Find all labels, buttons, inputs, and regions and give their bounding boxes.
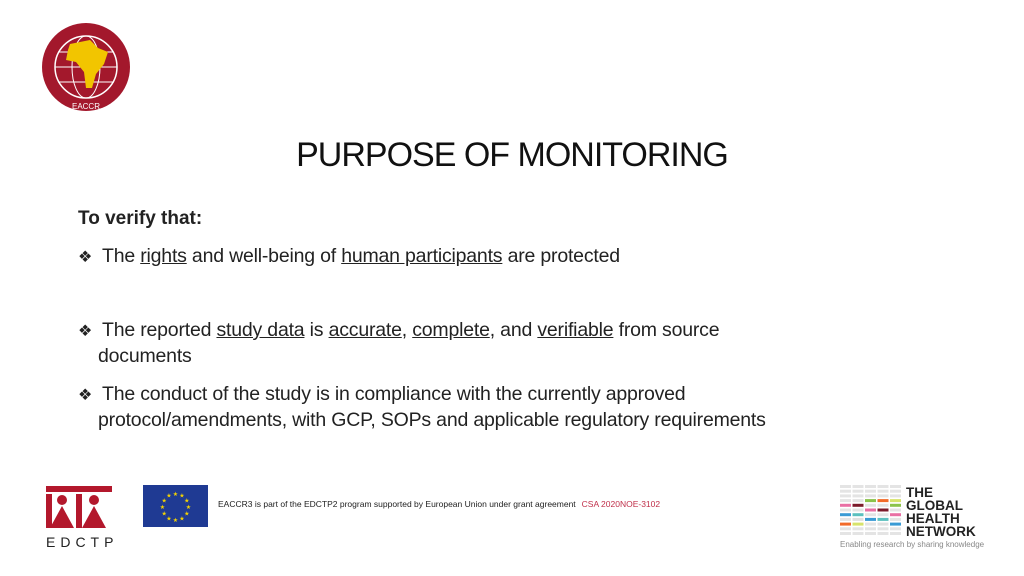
ghn-bar	[865, 494, 876, 497]
ghn-bar	[853, 499, 864, 502]
underlined-term: study data	[216, 319, 305, 341]
bullet-text: The reported	[102, 319, 217, 341]
ghn-bar	[878, 504, 889, 507]
eu-star-icon: ★	[166, 516, 172, 523]
bullet-text: from source	[613, 319, 720, 341]
ghn-bar	[890, 485, 901, 488]
grant-code: CSA 2020NOE-3102	[581, 499, 661, 509]
bullet-continuation: documents	[98, 345, 192, 367]
ghn-bar	[878, 509, 889, 512]
eaccr-logo	[38, 22, 138, 114]
diamond-cluster-icon: ❖	[78, 323, 93, 340]
ghn-bar	[840, 532, 851, 535]
ghn-bar	[840, 509, 851, 512]
eu-star-icon: ★	[166, 493, 172, 500]
underlined-term: verifiable	[537, 319, 614, 341]
ghn-bar	[840, 494, 851, 497]
eu-star-icon: ★	[179, 516, 185, 523]
eu-star-icon: ★	[159, 505, 166, 511]
ghn-bar	[878, 494, 889, 497]
ghn-bar	[890, 499, 901, 502]
ghn-bar	[890, 490, 901, 493]
ghn-bar	[853, 504, 864, 507]
bullet-text: ,	[401, 319, 413, 341]
ghn-bar	[840, 518, 851, 521]
eu-star-icon: ★	[184, 498, 190, 505]
bullet-text: is	[304, 319, 329, 341]
bullet-item	[78, 383, 685, 406]
ghn-bar	[853, 494, 864, 497]
ghn-bar	[890, 518, 901, 521]
ghn-bar	[865, 499, 876, 502]
ghn-bar	[865, 490, 876, 493]
ghn-bar	[865, 518, 876, 521]
diamond-cluster-icon: ❖	[78, 387, 93, 404]
bullet-text: The	[102, 245, 141, 267]
ghn-bar	[865, 532, 876, 535]
edctp-logo	[46, 486, 112, 528]
ghn-bar	[840, 513, 851, 516]
eu-star-icon: ★	[172, 518, 179, 524]
ghn-bar	[890, 513, 901, 516]
slide-title: PURPOSE OF MONITORING	[296, 136, 728, 174]
ghn-bar	[853, 527, 864, 530]
eu-star-icon: ★	[161, 511, 167, 518]
ghn-bar	[878, 485, 889, 488]
ghn-bar	[890, 527, 901, 530]
ghn-bar	[840, 485, 851, 488]
ghn-bar	[890, 509, 901, 512]
ghn-bar	[878, 527, 889, 530]
ghn-bar	[853, 509, 864, 512]
ghn-bar	[840, 490, 851, 493]
ghn-bar	[878, 499, 889, 502]
eu-star-icon: ★	[185, 505, 192, 511]
ghn-bar	[878, 518, 889, 521]
ghn-bar	[878, 490, 889, 493]
ghn-bar	[853, 490, 864, 493]
ghn-bar	[878, 513, 889, 516]
grant-statement	[218, 499, 660, 509]
ghn-line-4: NETWORK	[906, 524, 976, 539]
eu-star-icon: ★	[179, 493, 185, 500]
ghn-line-2: GLOBAL	[906, 498, 963, 513]
edctp-label: EDCTP	[46, 534, 119, 550]
ghn-bar	[853, 518, 864, 521]
lead-text: To verify that:	[78, 208, 203, 229]
underlined-term: accurate	[328, 319, 402, 341]
ghn-bar	[865, 485, 876, 488]
ghn-bar	[865, 509, 876, 512]
ghn-bar	[865, 513, 876, 516]
ghn-bar	[853, 523, 864, 526]
diamond-cluster-icon: ❖	[78, 249, 93, 266]
bullet-continuation: protocol/amendments, with GCP, SOPs and applicable regulatory requirements	[98, 409, 766, 431]
ghn-bar	[840, 527, 851, 530]
grant-text: EACCR3 is part of the EDCTP2 program supported by European Union under grant agreement	[218, 499, 576, 509]
ghn-line-1: THE	[906, 485, 933, 500]
ghn-bar	[865, 523, 876, 526]
bullet-item	[78, 245, 620, 268]
eu-star-icon: ★	[184, 511, 190, 518]
ghn-bar	[853, 513, 864, 516]
bullet-text: are protected	[502, 245, 620, 267]
ghn-bar	[853, 532, 864, 535]
bullet-text: , and	[489, 319, 538, 341]
bullet-text: The conduct of the study is in compliance with the currently approved	[102, 383, 686, 405]
underlined-term: human participants	[341, 245, 503, 267]
ghn-bar	[890, 494, 901, 497]
ghn-bar	[840, 499, 851, 502]
ghn-bar	[890, 523, 901, 526]
ghn-tagline: Enabling research by sharing knowledge	[840, 540, 985, 549]
ghn-bar	[853, 485, 864, 488]
ghn-bar	[878, 523, 889, 526]
ghn-bar	[840, 504, 851, 507]
eu-star-icon: ★	[172, 492, 179, 498]
ghn-bar	[865, 504, 876, 507]
ghn-bar	[890, 532, 901, 535]
underlined-term: rights	[140, 245, 187, 267]
bullet-item	[78, 319, 719, 342]
svg-text:EACCR: EACCR	[71, 102, 101, 111]
eu-star-icon: ★	[161, 498, 167, 505]
ghn-bar	[878, 532, 889, 535]
ghn-bar	[890, 504, 901, 507]
eu-flag	[143, 485, 208, 527]
ghn-line-3: HEALTH	[906, 511, 960, 526]
global-health-network-logo	[840, 485, 902, 537]
ghn-bar	[865, 527, 876, 530]
underlined-term: complete	[412, 319, 490, 341]
ghn-bar	[840, 523, 851, 526]
bullet-text: and well-being of	[186, 245, 342, 267]
